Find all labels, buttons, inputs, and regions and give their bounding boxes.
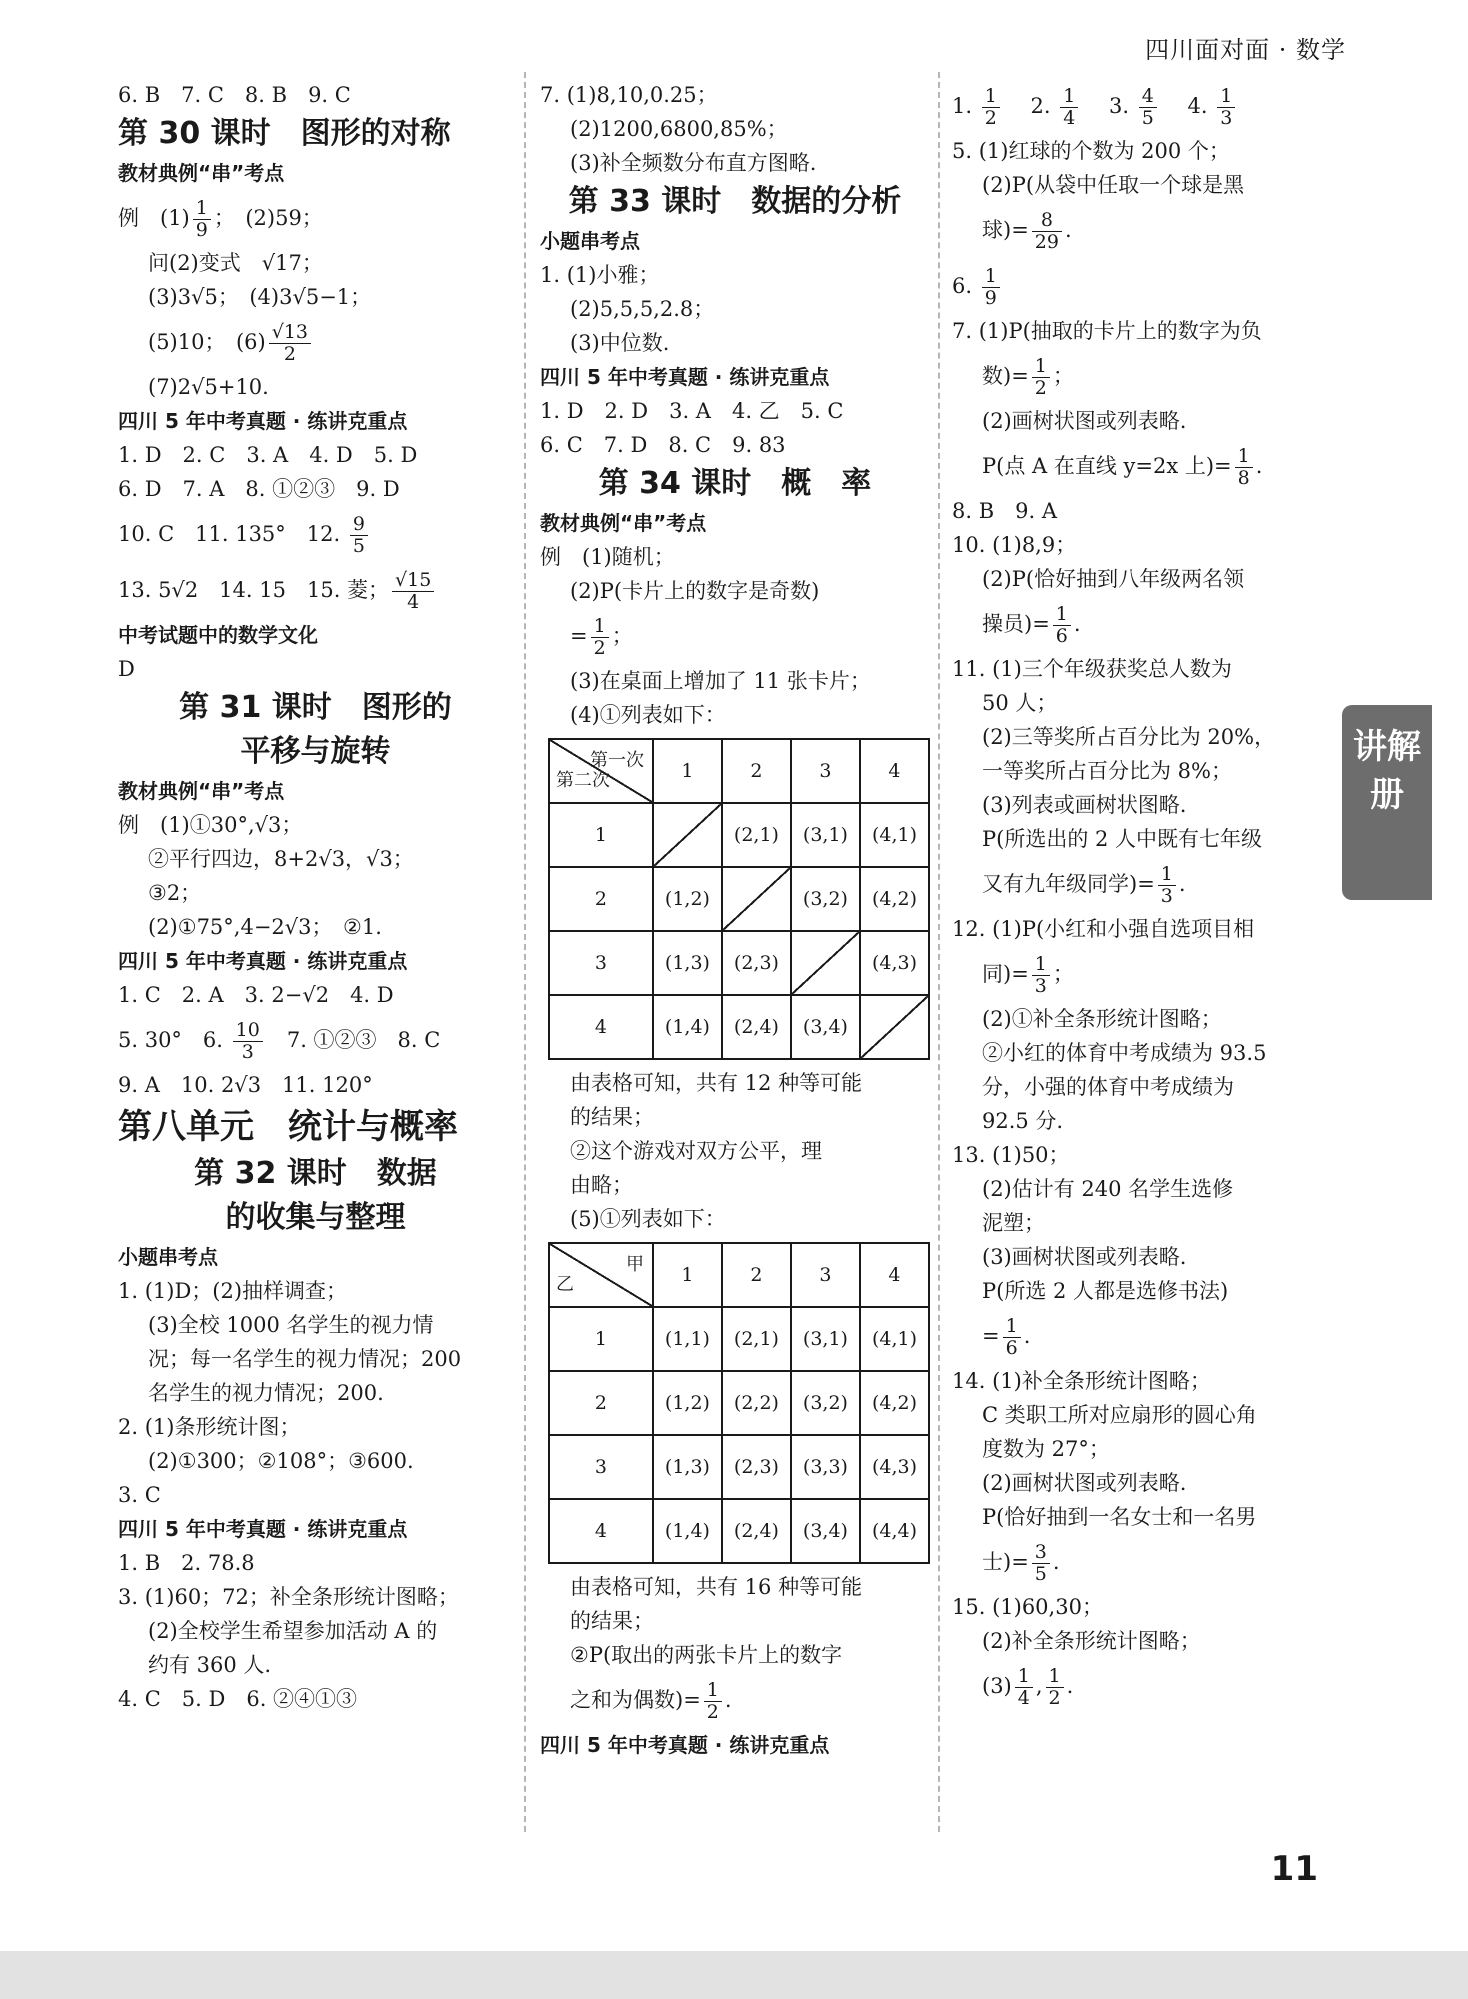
- table-cell: (4,3): [860, 1435, 929, 1499]
- table-cell: (4,3): [860, 931, 929, 995]
- answer-line: (2)①75°,4−2√3； ②1.: [148, 915, 382, 939]
- answer-line: (3)在桌面上增加了 11 张卡片；: [570, 669, 871, 693]
- answer-line: D: [118, 657, 135, 681]
- answer-line: ②平行四边，8+2√3，√3；: [148, 847, 414, 871]
- answer-line: (5)①列表如下：: [570, 1207, 726, 1231]
- lesson-32-title: 第 32 课时 数据: [194, 1156, 437, 1191]
- answer-line: (3)列表或画树状图略.: [982, 793, 1187, 817]
- table-cell: (3,2): [791, 1371, 860, 1435]
- answer-line: (3)画树状图或列表略.: [982, 1245, 1187, 1269]
- table-cell: (4,4): [860, 1499, 929, 1563]
- fraction: $\frac{1}{3}$: [1158, 864, 1176, 907]
- table-cell: (2,1): [722, 803, 791, 867]
- section-heading: 四川 5 年中考真题 · 练讲克重点: [118, 409, 408, 433]
- answer-line: 9. A 10. 2√3 11. 120°: [118, 1073, 373, 1097]
- answer-line: 之和为偶数)= $\frac{1}{2}$ .: [570, 1679, 732, 1723]
- table-row: [549, 1499, 929, 1563]
- table-row-header: 3: [549, 931, 653, 995]
- answer-line: 1. D 2. C 3. A 4. D 5. D: [118, 443, 418, 467]
- answer-line: 的结果；: [570, 1609, 654, 1633]
- table-cell: (2,4): [722, 995, 791, 1059]
- table-cell: (1,1): [653, 1307, 722, 1371]
- answer-line: 况；每一名学生的视力情况；200: [148, 1347, 462, 1371]
- answer-line: 球)= $\frac{8}{29}$ .: [982, 209, 1072, 253]
- table-cell: (1,4): [653, 1499, 722, 1563]
- answer-line: ②这个游戏对双方公平，理: [570, 1139, 822, 1163]
- table-cell: (1,3): [653, 1435, 722, 1499]
- fraction: $\frac{1}{2}$: [982, 86, 1000, 129]
- table-cell: (2,3): [722, 931, 791, 995]
- answer-line: 1. $\frac{1}{2}$ 2. $\frac{1}{4}$ 3. $\frac{4}{5}$ 4. $\frac{1}{3}$: [952, 78, 1332, 134]
- table-cell: (4,2): [860, 867, 929, 931]
- lesson-32-title: 的收集与整理: [225, 1200, 406, 1235]
- answer-line: (2)画树状图或列表略.: [982, 409, 1187, 433]
- lesson-31-title: 平移与旋转: [240, 734, 391, 769]
- unit-8-title: 第八单元 统计与概率: [118, 1107, 458, 1147]
- table-cell: (2,2): [722, 1371, 791, 1435]
- answer-line: = $\frac{1}{6}$ .: [982, 1315, 1031, 1359]
- table-row: [549, 867, 929, 931]
- section-heading: 四川 5 年中考真题 · 练讲克重点: [118, 949, 408, 973]
- answer-line: C 类职工所对应扇形的圆心角: [982, 1403, 1257, 1427]
- answer-line: (2)①300；②108°；③600.: [148, 1449, 414, 1473]
- table-cell-empty: [653, 803, 722, 867]
- table-cell: (1,2): [653, 867, 722, 931]
- table-header-cell: 3: [791, 739, 860, 803]
- answer-line: 8. B 9. A: [952, 499, 1058, 523]
- answer-line: 6. B 7. C 8. B 9. C: [118, 83, 351, 107]
- table-row-header: 1: [549, 803, 653, 867]
- answer-line: 数)= $\frac{1}{2}$ ；: [982, 355, 1074, 399]
- table-cell: (3,4): [791, 995, 860, 1059]
- answer-line: 例 (1)随机；: [540, 545, 675, 569]
- answer-line: 2. (1)条形统计图；: [118, 1415, 301, 1439]
- section-heading: 四川 5 年中考真题 · 练讲克重点: [540, 1733, 830, 1757]
- table-row-header: 1: [549, 1307, 653, 1371]
- answer-line: ③2；: [148, 881, 202, 905]
- answer-line: 3. (1)60；72；补全条形统计图略；: [118, 1585, 459, 1609]
- answer-line: P(所选 2 人都是选修书法): [982, 1279, 1229, 1303]
- answer-line: 例 (1) $\frac{1}{9}$ ； (2)59；: [118, 197, 323, 241]
- table-row-header: 3: [549, 1435, 653, 1499]
- fraction: $\frac{10}{3}$: [233, 1020, 263, 1063]
- answer-line: (2)5,5,5,2.8；: [570, 297, 715, 321]
- table-cell: (3,1): [791, 803, 860, 867]
- answer-line: 1. (1)D；(2)抽样调查；: [118, 1279, 348, 1303]
- fraction: $\frac{√15}{4}$: [392, 570, 434, 613]
- table-row-header: 2: [549, 1371, 653, 1435]
- page-header: 四川面对面 · 数学: [1145, 36, 1346, 64]
- table-cell: (1,3): [653, 931, 722, 995]
- answer-line: 10. (1)8,9；: [952, 533, 1077, 557]
- table-cell: (1,2): [653, 1371, 722, 1435]
- answer-line: 的结果；: [570, 1105, 654, 1129]
- answer-line: (2)P(恰好抽到八年级两名领: [982, 567, 1245, 591]
- fraction: $\frac{1}{6}$: [1053, 604, 1071, 647]
- answer-line: 92.5 分.: [982, 1109, 1064, 1133]
- fraction: $\frac{1}{9}$: [982, 266, 1000, 309]
- lesson-30-title: 第 30 课时 图形的对称: [118, 116, 451, 151]
- table-row: [549, 931, 929, 995]
- answer-line: (2)全校学生希望参加活动 A 的: [148, 1619, 438, 1643]
- table-cell: (4,1): [860, 803, 929, 867]
- table-row: [549, 803, 929, 867]
- answer-line: 11. (1)三个年级获奖总人数为: [952, 657, 1232, 681]
- answer-line: 度数为 27°；: [982, 1437, 1110, 1461]
- answer-line: (2)P(卡片上的数字是奇数): [570, 579, 820, 603]
- fraction: $\frac{1}{4}$: [1015, 1666, 1033, 1709]
- fraction: $\frac{4}{5}$: [1139, 86, 1157, 129]
- answers-column-1: [118, 78, 513, 1716]
- fraction: $\frac{1}{2}$: [591, 616, 609, 659]
- fraction: $\frac{1}{3}$: [1217, 86, 1235, 129]
- answer-line: 5. 30° 6. $\frac{10}{3}$ 7. ①②③ 8. C: [118, 1019, 441, 1063]
- answer-line: 例 (1)①30°,√3；: [118, 813, 303, 837]
- bottom-band: [0, 1951, 1468, 1999]
- answer-line: 由略；: [570, 1173, 633, 1197]
- answer-line: P(所选出的 2 人中既有七年级: [982, 827, 1263, 851]
- answer-line: (2)画树状图或列表略.: [982, 1471, 1187, 1495]
- table-row-header: 2: [549, 867, 653, 931]
- section-heading: 小题串考点: [540, 229, 640, 253]
- lesson-31-title: 第 31 课时 图形的: [179, 690, 452, 725]
- table-header-cell: 1: [653, 739, 722, 803]
- table-row: [549, 1307, 929, 1371]
- fraction: $\frac{1}{2}$: [704, 1680, 722, 1723]
- table-header-cell: 2: [722, 739, 791, 803]
- answer-line: (3)3√5； (4)3√5−1；: [148, 285, 372, 309]
- table-cell: (4,2): [860, 1371, 929, 1435]
- answer-line: (4)①列表如下：: [570, 703, 726, 727]
- table-header-cell: 4: [860, 1243, 929, 1307]
- answer-line: 14. (1)补全条形统计图略；: [952, 1369, 1211, 1393]
- answer-line: 6. C 7. D 8. C 9. 83: [540, 433, 786, 457]
- table-row: [549, 995, 929, 1059]
- outcome-table-1: [548, 738, 930, 1060]
- table-corner: 第一次 第二次: [549, 739, 653, 803]
- section-heading: 教材典例“串”考点: [540, 511, 707, 535]
- lesson-34-title: 第 34 课时 概 率: [598, 466, 872, 501]
- answer-line: 50 人；: [982, 691, 1058, 715]
- fraction: $\frac{1}{8}$: [1235, 446, 1253, 489]
- table-cell-empty: [791, 931, 860, 995]
- answer-line: 约有 360 人.: [148, 1653, 272, 1677]
- section-heading: 小题串考点: [118, 1245, 218, 1269]
- section-heading: 中考试题中的数学文化: [118, 623, 318, 647]
- fraction: $\frac{1}{2}$: [1032, 356, 1050, 399]
- answer-line: 15. (1)60,30；: [952, 1595, 1103, 1619]
- fraction: $\frac{1}{3}$: [1032, 954, 1050, 997]
- answers-column-3: [952, 78, 1332, 1714]
- table-header-cell: 4: [860, 739, 929, 803]
- answer-line: 分，小强的体育中考成绩为: [982, 1075, 1234, 1099]
- table-row-header: 4: [549, 995, 653, 1059]
- answer-line: (5)10； (6) $\frac{√13}{2}$: [118, 314, 513, 370]
- fraction: $\frac{1}{9}$: [193, 198, 211, 241]
- answer-line: (7)2√5+10.: [148, 375, 269, 399]
- answer-line: 士)= $\frac{3}{5}$ .: [982, 1541, 1060, 1585]
- answer-line: 13. 5√2 14. 15 15. 菱； $\frac{√15}{4}$: [118, 562, 513, 618]
- table-cell: (2,1): [722, 1307, 791, 1371]
- answer-line: (3)补全频数分布直方图略.: [570, 151, 817, 175]
- answer-line: 1. D 2. D 3. A 4. 乙 5. C: [540, 399, 844, 423]
- table-cell: (3,1): [791, 1307, 860, 1371]
- section-heading: 四川 5 年中考真题 · 练讲克重点: [540, 365, 830, 389]
- answer-line: 6. $\frac{1}{9}$: [952, 258, 1332, 314]
- answer-line: 问(2)变式 √17；: [148, 251, 323, 275]
- answer-line: (3) $\frac{1}{4}$ , $\frac{1}{2}$ .: [982, 1665, 1074, 1709]
- answer-line: 同)= $\frac{1}{3}$ ；: [982, 953, 1074, 997]
- answer-line: ②小红的体育中考成绩为 93.5: [982, 1041, 1267, 1065]
- table-header-cell: 2: [722, 1243, 791, 1307]
- answer-line: (2)估计有 240 名学生选修: [982, 1177, 1234, 1201]
- answer-line: (3)中位数.: [570, 331, 670, 355]
- answer-line: 1. C 2. A 3. 2−√2 4. D: [118, 983, 394, 1007]
- answer-line: 7. (1)8,10,0.25；: [540, 83, 718, 107]
- table-header-cell: 1: [653, 1243, 722, 1307]
- answer-line: (2)补全条形统计图略；: [982, 1629, 1201, 1653]
- answers-column-2: [540, 78, 930, 1762]
- answer-line: 5. (1)红球的个数为 200 个；: [952, 139, 1230, 163]
- table-cell: (4,1): [860, 1307, 929, 1371]
- answer-line: 4. C 5. D 6. ②④①③: [118, 1687, 358, 1711]
- answer-line: 10. C 11. 135° 12. $\frac{9}{5}$: [118, 506, 513, 562]
- answer-line: 名学生的视力情况；200.: [148, 1381, 384, 1405]
- answer-line: 6. D 7. A 8. ①②③ 9. D: [118, 477, 400, 501]
- fraction: $\frac{1}{2}$: [1046, 1666, 1064, 1709]
- outcome-table-2: [548, 1242, 930, 1564]
- fraction: $\frac{√13}{2}$: [269, 322, 311, 365]
- section-heading: 四川 5 年中考真题 · 练讲克重点: [118, 1517, 408, 1541]
- answer-line: (2)①补全条形统计图略；: [982, 1007, 1222, 1031]
- fraction: $\frac{1}{4}$: [1060, 86, 1078, 129]
- answer-line: (2)P(从袋中任取一个球是黑: [982, 173, 1245, 197]
- answer-line: 13. (1)50；: [952, 1143, 1070, 1167]
- lesson-33-title: 第 33 课时 数据的分析: [568, 184, 902, 219]
- table-row: [549, 1435, 929, 1499]
- table-header-cell: 3: [791, 1243, 860, 1307]
- section-heading: 教材典例“串”考点: [118, 779, 285, 803]
- answer-line: ②P(取出的两张卡片上的数字: [570, 1643, 843, 1667]
- answer-line: 7. (1)P(抽取的卡片上的数字为负: [952, 319, 1262, 343]
- section-heading: 教材典例“串”考点: [118, 161, 285, 185]
- table-cell-empty: [722, 867, 791, 931]
- table-cell: (2,4): [722, 1499, 791, 1563]
- answer-line: P(恰好抽到一名女士和一名男: [982, 1505, 1257, 1529]
- side-tab: 讲解册: [1342, 705, 1432, 900]
- table-cell: (2,3): [722, 1435, 791, 1499]
- answer-line: 由表格可知，共有 12 种等可能: [570, 1071, 863, 1095]
- fraction: $\frac{9}{5}$: [350, 514, 368, 557]
- answer-line: 操员)= $\frac{1}{6}$ .: [982, 603, 1081, 647]
- table-corner: 甲 乙: [549, 1243, 653, 1307]
- page-number: 11: [1270, 1849, 1318, 1889]
- answer-line: (2)三等奖所占百分比为 20%，: [982, 725, 1276, 749]
- column-separator: [524, 72, 526, 1832]
- table-cell: (3,3): [791, 1435, 860, 1499]
- answer-line: P(点 A 在直线 y=2x 上)= $\frac{1}{8}$ .: [982, 445, 1263, 489]
- answer-line: 1. B 2. 78.8: [118, 1551, 255, 1575]
- table-cell: (3,4): [791, 1499, 860, 1563]
- answer-line: = $\frac{1}{2}$ ；: [570, 615, 633, 659]
- table-row: [549, 1371, 929, 1435]
- answer-line: (3)全校 1000 名学生的视力情: [148, 1313, 434, 1337]
- table-cell: (1,4): [653, 995, 722, 1059]
- table-row-header: 4: [549, 1499, 653, 1563]
- answer-line: 泥塑；: [982, 1211, 1045, 1235]
- answer-line: 又有九年级同学)= $\frac{1}{3}$ .: [982, 863, 1186, 907]
- answer-line: 一等奖所占百分比为 8%；: [982, 759, 1232, 783]
- table-cell-empty: [860, 995, 929, 1059]
- fraction: $\frac{3}{5}$: [1032, 1542, 1050, 1585]
- fraction: $\frac{1}{6}$: [1003, 1316, 1021, 1359]
- answer-line: 3. C: [118, 1483, 161, 1507]
- answer-line: 由表格可知，共有 16 种等可能: [570, 1575, 863, 1599]
- fraction: $\frac{8}{29}$: [1032, 210, 1062, 253]
- column-separator: [938, 72, 940, 1832]
- answer-line: 1. (1)小雅；: [540, 263, 660, 287]
- answer-line: 12. (1)P(小红和小强自选项目相: [952, 917, 1255, 941]
- answer-line: (2)1200,6800,85%；: [570, 117, 788, 141]
- table-cell: (3,2): [791, 867, 860, 931]
